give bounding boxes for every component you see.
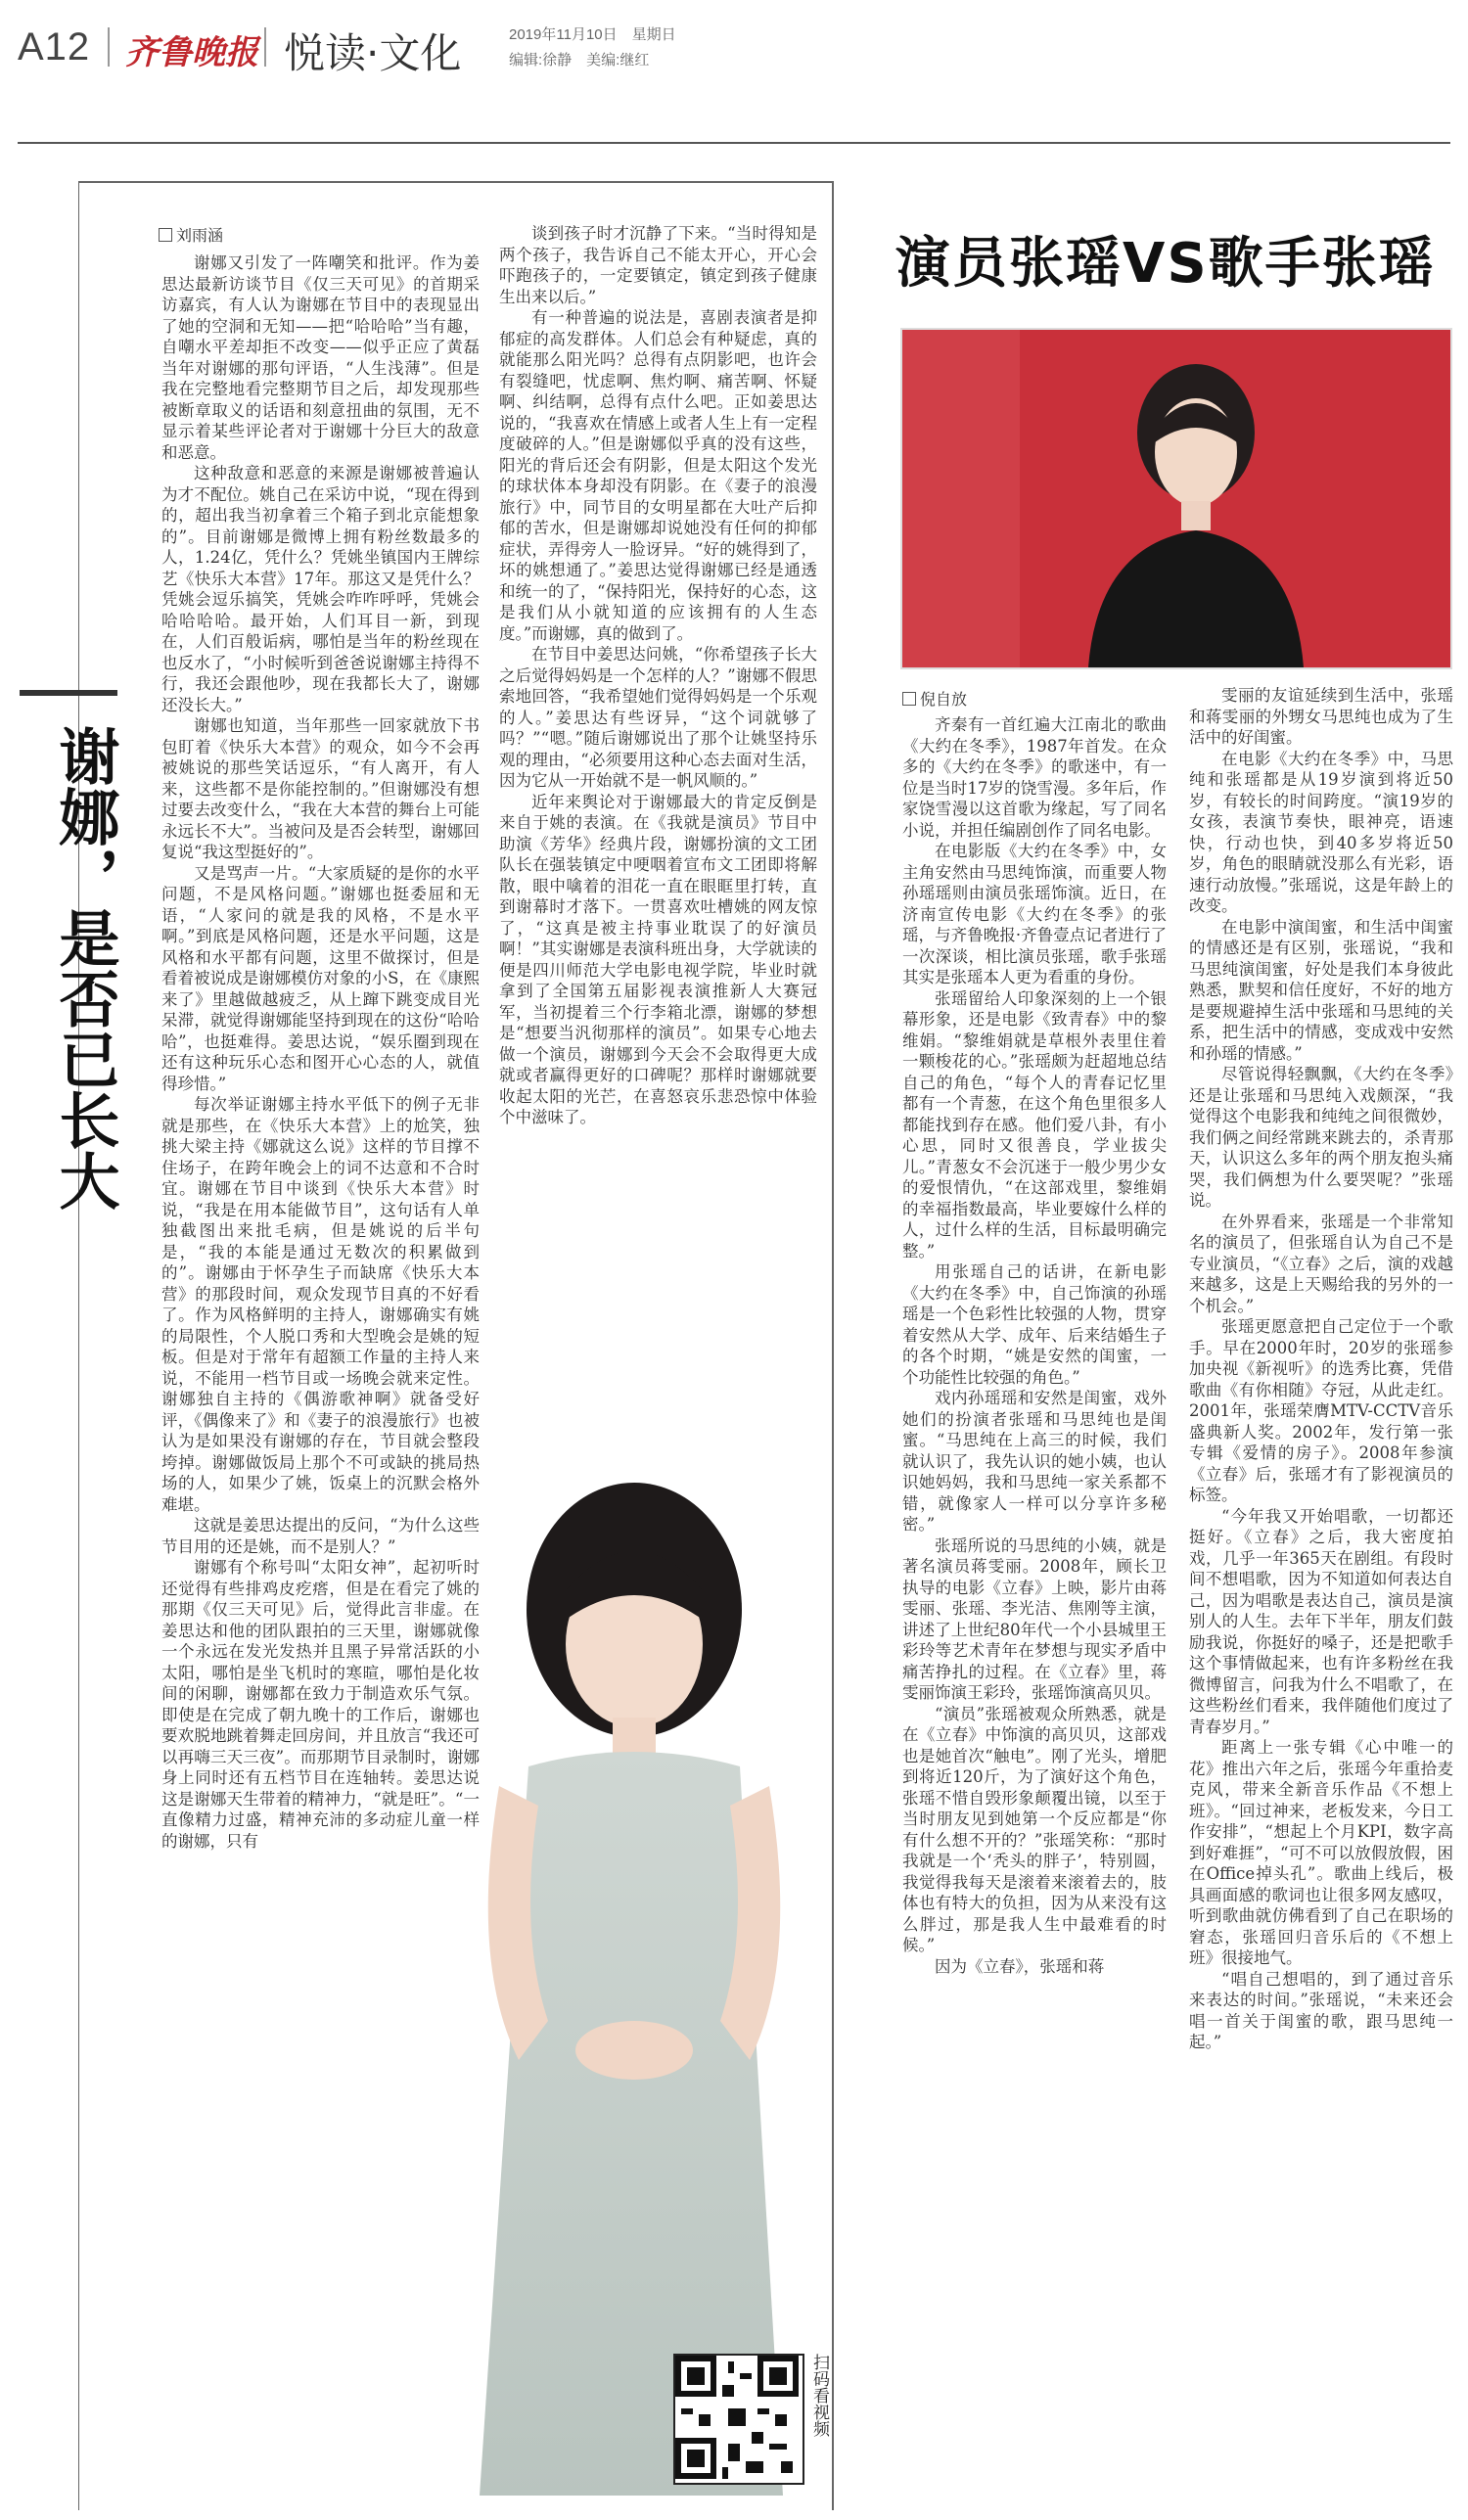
- paragraph: “唱自己想唱的，到了通过音乐来表达的时间。”张瑶说，“未来还会唱一首关于闺蜜的歌，跟马思纯一起。”: [1189, 1969, 1453, 2051]
- paragraph: 在电影中演闺蜜，和生活中闺蜜的情感还是有区别，张瑶说，“我和马思纯演闺蜜，好处是我们本身彼此熟悉，默契和信任度好，不好的地方是要规避掉生活中张瑶和马思纯的关系，把生活中的情感，变成戏中安然和孙瑶的情感。”: [1189, 917, 1453, 1063]
- paragraph: “演员”张瑶被观众所熟悉，就是在《立春》中饰演的高贝贝，这部戏也是她首次“触电”。刚了光头，增肥到将近120斤，为了演好这个角色，张瑶不惜自毁形象颠覆出镜，以至于当时朋友见到她第一个反应都是“你有什么想不开的？”张瑶笑称：“那时我就是一个‘秃头的胖子’，特别圆，我觉得我每天是滚着来滚着去的，肢体也有特大的负担，因为从来没有这么胖过，那是我人生中最难看的时候。”: [902, 1704, 1167, 1954]
- issue-date: 2019年11月10日 星期日: [509, 26, 676, 43]
- page-number: A12: [18, 25, 91, 69]
- paragraph: 近年来舆论对于谢娜最大的肯定反倒是来自于姚的表演。在《我就是演员》节目中助演《芳华》经典片段，谢娜扮演的文工团队长在强装镇定中哽咽着宣布文工团即将解散，眼中噙着的泪花一直在眼眶里打转，直到谢幕时才落下。一贯喜欢吐槽姚的网友惊了，“这真是被主持事业耽误了的好演员啊！”其实谢娜是表演科班出身，大学就读的便是四川师范大学电影电视学院，毕业时就拿到了全国第五届影视表演推新人大赛冠军，当初提着三个行李箱北漂，谢娜的梦想是“想要当汎彻那样的演员”。如果专心地去做一个演员，谢娜到今天会不会取得更大成就或者赢得更好的口碑呢？那样时谢娜就要收起太阳的光芒，在喜怒哀乐悲恐惊中体验个中滋味了。: [499, 792, 817, 1126]
- paragraph: 在节目中姜思达问姚，“你希望孩子长大之后觉得妈妈是一个怎样的人？”谢娜不假思索地回答，“我希望她们觉得妈妈是一个乐观的人。”姜思达有些讶异，“这个词就够了吗？”“嗯。”随后谢娜说出了那个让姚坚持乐观的理由，“必须要用这种心态去面对生活，因为它从一开始就不是一帆风顺的。”: [499, 645, 817, 790]
- paragraph: 这种敌意和恶意的来源是谢娜被普遍认为才不配位。姚自己在采访中说，“现在得到的，超出我当初拿着三个箱子到北京能想象的”。目前谢娜是微博上拥有粉丝数最多的人，1.24亿，凭什么？凭姚坐镇国内王牌综艺《快乐大本营》17年。那这又是凭什么？凭姚会逗乐搞笑，凭姚会咋咋呼呼，凭姚会哈哈哈哈。最开始，人们耳目一新，到现在，人们百般诟病，哪怕是当年的粉丝现在也反水了，“小时候听到爸爸说谢娜主持得不行，我还会跟他吵，现在我都长大了，谢娜还没长大。”: [161, 464, 480, 714]
- header-divider: [264, 27, 266, 67]
- editors-credit: 编辑:徐静 美编:继红: [509, 52, 650, 69]
- paragraph: “今年我又开始唱歌，一切都还挺好。《立春》之后，我大密度拍戏，几乎一年365天在剧组。有段时间不想唱歌，因为不知道如何表达自己，因为唱歌是表达自己，演员是演别人的人生。去年下半年，朋友们鼓励我说，你挺好的嗓子，还是把歌手这个事情做起来，也有许多粉丝在我微博留言，问我为什么不唱歌了，在这些粉丝们看来，我伴随他们度过了青春岁月。”: [1189, 1506, 1453, 1736]
- header-rule: [18, 142, 1450, 144]
- qr-code-icon[interactable]: [673, 2354, 804, 2485]
- author-name-right: 倪自放: [920, 690, 968, 709]
- paragraph: 谢娜又引发了一阵嘲笑和批评。作为姜思达最新访谈节目《仅三天可见》的首期采访嘉宾，有人认为谢娜在节目中的表现显出了她的空洞和无知——把“哈哈哈”当有趣，自嘲水平差却拒不改变——似乎正应了黄磊当年对谢娜的那句评语，“人生浅薄”。但是我在完整地看完整期节目之后，却发现那些被断章取义的话语和刻意扭曲的氛围，无不显示着某些评论者对于谢娜十分巨大的敌意和恶意。: [161, 253, 480, 462]
- author-name: 刘雨涵: [176, 226, 224, 245]
- article-title-xiena: 谢娜，是否已长大: [20, 690, 117, 1273]
- paragraph: 张瑶更愿意把自己定位于一个歌手。早在2000年时，20岁的张瑶参加央视《新视听》的选秀比赛，凭借歌曲《有你相随》夺冠，从此走红。2001年，张瑶荣膺MTV-CCTV音乐盛典新人奖。2002年，发行第一张专辑《爱情的房子》。2008年参演《立春》后，张瑶才有了影视演员的标签。: [1189, 1317, 1453, 1504]
- paragraph: 因为《立春》，张瑶和蒋: [935, 1956, 1105, 1976]
- paragraph: 张瑶留给人印象深刻的上一个银幕形象，还是电影《致青春》中的黎维娟。“黎维娟就是草根外表里住着一颗梭花的心。”张瑶颇为赶超地总结自己的角色，“每个人的青春记忆里都有一个青葱，在这个角色里很多人都能找到存在感。他们爱八卦，有小心思，同时又很善良，学业拔尖儿。”青葱女不会沉迷于一般少男少女的爱恨情仇，“在这部戏里，黎维娟的幸福指数最高，毕业要嫁什么样的人，过什么样的生活，目标最明确完整。”: [902, 988, 1167, 1260]
- paragraph: 张瑶所说的马思纯的小姨，就是著名演员蒋雯丽。2008年，顾长卫执导的电影《立春》上映，影片由蒋雯丽、张瑶、李光洁、焦刚等主演，讲述了上世纪80年代一个小县城里王彩玲等艺术青年在梦想与现实矛盾中痛苦挣扎的过程。在《立春》里，蒋雯丽饰演王彩玲，张瑶饰演高贝贝。: [902, 1535, 1167, 1702]
- section-title: 悦读·文化: [284, 29, 462, 77]
- header-divider: [108, 27, 110, 67]
- paragraph: 戏内孙瑶瑶和安然是闺蜜，戏外她们的扮演者张瑶和马思纯也是闺蜜。“马思纯在上高三的时候，我们就认识了，我先认识的她小姨，也认识她妈妈，我和马思纯一家关系都不错，就像家人一样可以分享许多秘密。”: [902, 1389, 1167, 1534]
- article-frame-right: [832, 181, 834, 2510]
- article-frame-top: [78, 181, 832, 183]
- paragraph: 在电影版《大约在冬季》中，女主角安然由马思纯饰演，而重要人物孙瑶瑶则由演员张瑶饰演。近日，在济南宣传电影《大约在冬季》的张瑶，与齐鲁晚报·齐鲁壹点记者进行了一次深谈，相比演员张瑶，歌手张瑶其实是张瑶本人更为看重的身份。: [902, 842, 1167, 986]
- byline-right: [902, 687, 967, 710]
- paragraph: 齐秦有一首红遍大江南北的歌曲《大约在冬季》，1987年首发。在众多的《大约在冬季》的歌迷中，有一位是当时17岁的饶雪漫。多年后，作家饶雪漫以这首歌为缘起，写了同名小说，并担任编剧创作了同名电影。: [902, 715, 1167, 840]
- qr-label: 扫码看视频: [809, 2354, 829, 2437]
- paragraph: 每次举证谢娜主持水平低下的例子无非就是那些，在《快乐大本营》上的尬笑，独挑大梁主持《娜就这么说》这样的节目撑不住场子，在跨年晚会上的词不达意和不合时宜。谢娜在节目中谈到《快乐大本营》时说，“我是在用本能做节目”，这句话有人单独截图出来批毛病，但是姚说的后半句是，“我的本能是通过无数次的积累做到的”。谢娜由于怀孕生子而缺席《快乐大本营》的那段时间，观众发现节目真的不好看了。作为风格鲜明的主持人，谢娜确实有姚的局限性，个人脱口秀和大型晚会是姚的短板。但是对于常年有超额工作量的主持人来说，不能用一档节目或一场晚会就来定性。谢娜独自主持的《偶游歌神啊》就备受好评，《偶像来了》和《妻子的浪漫旅行》也被认为是如果没有谢娜的存在，节目就会整段垮掉。谢娜做饭局上那个不可或缺的挑局热场的人，如果少了姚，饭桌上的沉默会格外难堪。: [161, 1095, 480, 1514]
- paragraph: 又是骂声一片。“大家质疑的是你的水平问题，不是风格问题。”谢娜也挺委屈和无语，“人家问的就是我的风格，不是水平啊。”到底是风格问题，还是水平问题，这是风格和水平都有问题，这里不做探讨，但是看着被说成是谢娜模仿对象的小S，在《康熙来了》里越做越疲乏，从上蹿下跳变成目光呆滞，就觉得谢娜能坚持到现在的这份“哈哈哈”，也挺难得。姜思达说，“娱乐圈到现在还有这种玩乐心态和图开心心态的人，就值得珍惜。”: [161, 863, 480, 1093]
- paragraph: 这就是姜思达提出的反问，“为什么这些节目用的还是姚，而不是别人？”: [161, 1516, 480, 1556]
- paragraph: 有一种普遍的说法是，喜剧表演者是抑郁症的高发群体。人们总会有种疑虑，真的就能那么阳光吗？总得有点阴影吧，也许会有裂缝吧，忧虑啊、焦灼啊、痛苦啊、怀疑啊、纠结啊，总得有点什么吧。正如姜思达说的，“我喜欢在情感上或者人生上有一定程度破碎的人。”但是谢娜似乎真的没有这些，阳光的背后还会有阴影，但是太阳这个发光的球状体本身却没有阴影。在《妻子的浪漫旅行》中，同节目的女明星都在大吐产后抑郁的苦水，但是谢娜却说她没有任何的抑郁症状，弄得旁人一脸讶异。“好的姚得到了，坏的姚想通了。”姜思达觉得谢娜已经是通透和统一的了，“保持阳光，保持好的心态，这是我们从小就知道的应该拥有的人生态度。”而谢娜，真的做到了。: [499, 308, 817, 643]
- zhangyao-photo: [900, 328, 1452, 669]
- xiena-photo: [411, 1473, 832, 2496]
- article-left-column-2: [499, 223, 817, 1461]
- paragraph: 谈到孩子时才沉静了下来。“当时得知是两个孩子，我告诉自己不能太开心，开心会吓跑孩子的，一定要镇定，镇定到孩子健康生出来以后。”: [499, 224, 817, 306]
- paragraph: 在电影《大约在冬季》中，马思纯和张瑶都是从19岁演到将近50岁，有较长的时间跨度。“演19岁的女孩，表演节奏快，眼神亮，语速快，行动也快，到40多岁将近50岁，角色的眼睛就没那么有光彩，语速行动放慢。”张瑶说，这是年龄上的改变。: [1189, 749, 1453, 915]
- byline-square-icon: [902, 692, 916, 706]
- paragraph: 距离上一张专辑《心中唯一的花》推出六年之后，张瑶今年重拾麦克风，带来全新音乐作品《不想上班》。“回过神来，老板发来，今日工作安排”，“想起上个月KPI，数字高到好难捱”，“可不可以放假放假，困在Office掉头孔”。歌曲上线后，极具画面感的歌词也让很多网友感叹，听到歌曲就仿佛看到了自己在职场的窘态，张瑶回归音乐后的《不想上班》很接地气。: [1189, 1738, 1453, 1967]
- paragraph: 尽管说得轻飘飘，《大约在冬季》还是让张瑶和马思纯入戏颇深，“我觉得这个电影我和纯纯之间很微妙，我们俩之间经常跳来跳去的，杀青那天，认识这么多年的两个朋友抱头痛哭，我们俩想为什么要哭呢？”张瑶说。: [1189, 1065, 1453, 1210]
- paragraph: 谢娜有个称号叫“太阳女神”，起初听时还觉得有些排鸡皮疙瘩，但是在看完了姚的那期《仅三天可见》后，觉得此言非虚。在姜思达和他的团队跟拍的三天里，谢娜就像一个永远在发光发热并且黑子异常活跃的小太阳，哪怕是坐飞机时的寒暄，哪怕是化妆间的闲聊，谢娜都在致力于制造欢乐气氛。即使是在完成了朝九晚十的工作后，谢娜也要欢脱地跳着舞走回房间，并且放言“我还可以再嗨三天三夜”。而那期节目录制时，谢娜身上同时还有五档节目在连轴转。姜思达说这是谢娜天生带着的精神力，“就是旺”。“一直像精力过盛，精神充沛的多动症儿童一样的谢娜，只有: [161, 1558, 480, 1851]
- article-right-column-2: [1189, 685, 1453, 2510]
- byline-square-icon: [159, 228, 172, 242]
- article-title-zhangyao: 演员张瑶VS歌手张瑶: [895, 232, 1436, 296]
- paragraph: 用张瑶自己的话讲，在新电影《大约在冬季》中，自己饰演的孙瑶瑶是一个色彩性比较强的人物，贯穿着安然从大学、成年、后来结婚生子的各个时期，“姚是安然的闺蜜，一个功能性比较强的角色。”: [902, 1262, 1167, 1387]
- paragraph: 雯丽的友谊延续到生活中，张瑶和蒋雯丽的外甥女马思纯也成为了生活中的好闺蜜。: [1189, 686, 1453, 747]
- paragraph: 谢娜也知道，当年那些一回家就放下书包盯着《快乐大本营》的观众，如今不会再被姚说的那些笑话逗乐，“有人离开，有人来，这些都不是你能控制的。”但谢娜没有想过要去改变什么，“我在大本营的舞台上可能永远长不大”。当被问及是否会转型，谢娜回复说“我这型挺好的”。: [161, 716, 480, 861]
- article-frame-left: [78, 181, 79, 2510]
- paragraph: 在外界看来，张瑶是一个非常知名的演员了，但张瑶自认为自己不是专业演员，“《立春》之后，演的戏越来越多，这是上天赐给我的另外的一个机会。”: [1189, 1212, 1453, 1315]
- newspaper-logo: 齐鲁晚报: [125, 33, 258, 72]
- byline-left: [159, 223, 223, 246]
- article-right-column-1: [902, 714, 1167, 2510]
